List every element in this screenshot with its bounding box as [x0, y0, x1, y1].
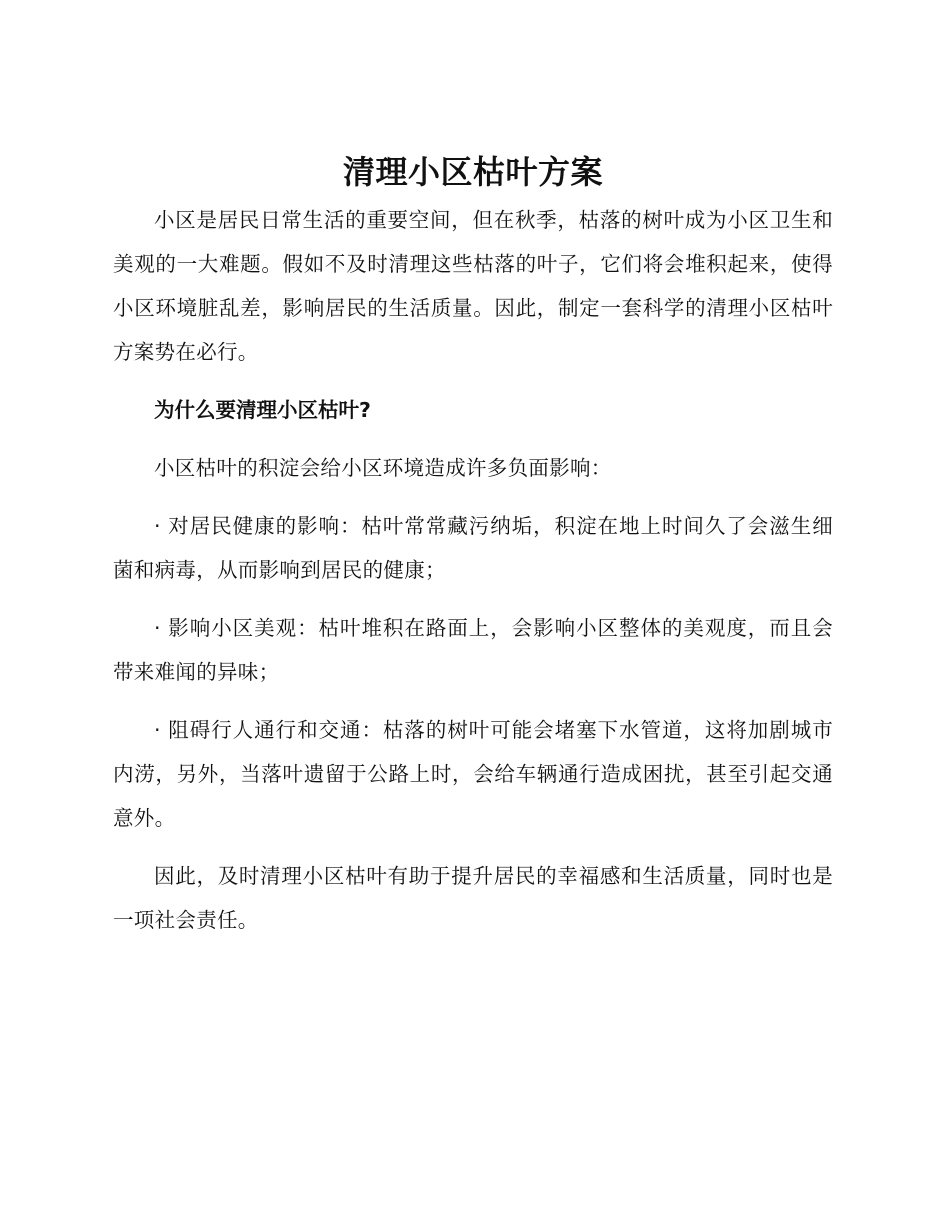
- section-heading: 为什么要清理小区枯叶?: [154, 398, 371, 422]
- bullet-appearance: · 影响小区美观：枯叶堆积在路面上，会影响小区整体的美观度，而且会带来难闻的异味；: [113, 616, 833, 684]
- bullet-traffic: · 阻碍行人通行和交通：枯落的树叶可能会堵塞下水管道，这将加剧城市内涝，另外，当落叶遗留于公路上时，会给车辆通行造成困扰，甚至引起交通意外。: [113, 718, 833, 830]
- section-lead-paragraph: 小区枯叶的积淀会给小区环境造成许多负面影响：: [154, 456, 612, 480]
- conclusion-paragraph: 因此，及时清理小区枯叶有助于提升居民的幸福感和生活质量，同时也是一项社会责任。: [113, 864, 833, 932]
- document-page: [113, 150, 833, 956]
- document-title: 清理小区枯叶方案: [342, 153, 603, 191]
- intro-paragraph: 小区是居民日常生活的重要空间，但在秋季，枯落的树叶成为小区卫生和美观的一大难题。假如不及时清理这些枯落的叶子，它们将会堆积起来，使得小区环境脏乱差，影响居民的生活质量。因此，制定一套科学的清理小区枯叶方案势在必行。: [113, 208, 833, 364]
- bullet-health: · 对居民健康的影响：枯叶常常藏污纳垢，积淀在地上时间久了会滋生细菌和病毒，从而影响到居民的健康；: [113, 514, 833, 582]
